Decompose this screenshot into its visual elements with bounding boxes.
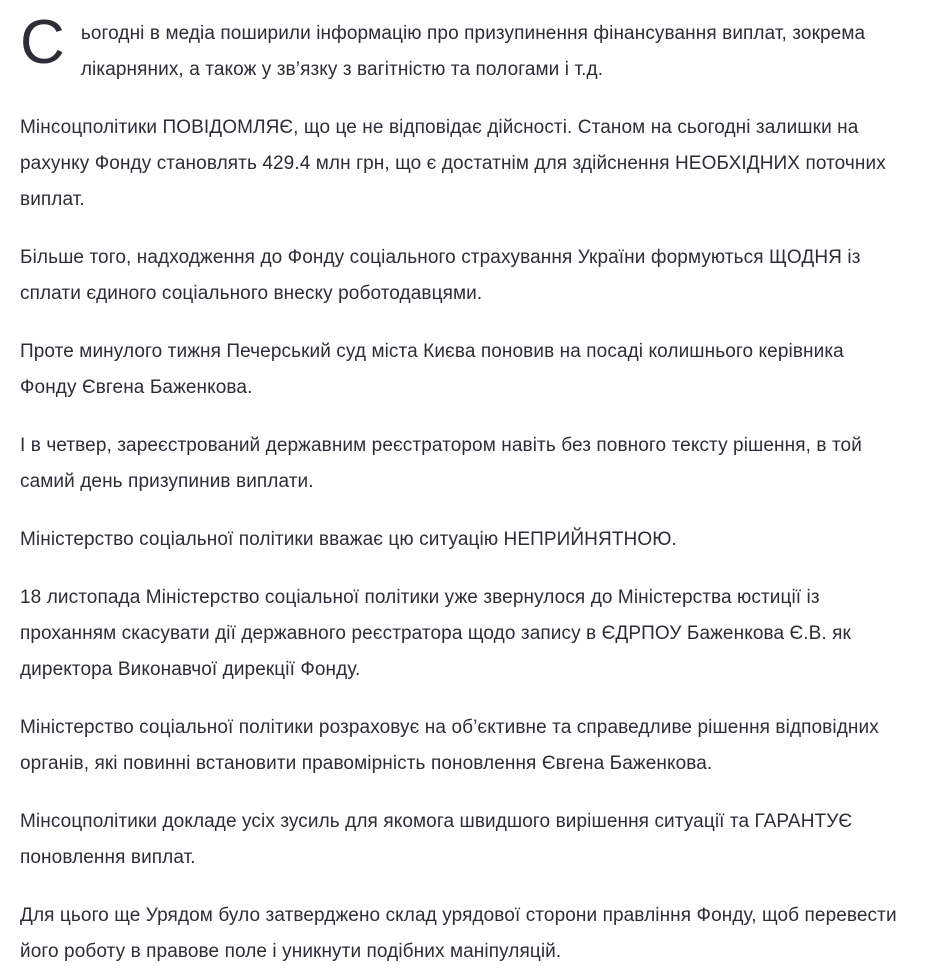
paragraph-text: І в четвер, зареєстрований державним реєстратором навіть без повного тексту рішення, в той самий день призупинив виплати. — [20, 435, 862, 492]
paragraph — [20, 580, 904, 688]
paragraph — [20, 898, 904, 970]
paragraph-text: Міністерство соціальної політики вважає цю ситуацію НЕПРИЙНЯТНОЮ. — [20, 529, 677, 550]
paragraph — [20, 8, 904, 88]
paragraph-text: Мінсоцполітики ПОВІДОМЛЯЄ, що це не відповідає дійсності. Станом на сьогодні залишки на рахунку Фонду становлять 429.4 млн грн, що є достатнім для здійснення НЕОБХІДНИХ поточних виплат. — [20, 117, 886, 210]
paragraph — [20, 710, 904, 782]
paragraph — [20, 804, 904, 876]
paragraph-text: Міністерство соціальної політики розраховує на об’єктивне та справедливе рішення відповідних органів, які повинні встановити правомірність поновлення Євгена Баженкова. — [20, 717, 879, 774]
paragraph — [20, 428, 904, 500]
paragraph-text: ьогодні в медіа поширили інформацію про призупинення фінансування виплат, зокрема лікарняних, а також у зв’язку з вагітністю та пологами і т.д. — [80, 23, 866, 80]
paragraph-text: Мінсоцполітики докладе усіх зусиль для якомога швидшого вирішення ситуації та ГАРАНТУЄ поновлення виплат. — [20, 811, 853, 868]
paragraph — [20, 334, 904, 406]
drop-cap: С — [20, 8, 65, 77]
paragraph-text: 18 листопада Міністерство соціальної політики уже звернулося до Міністерства юстиції із проханням скасувати дії державного реєстратора щодо запису в ЄДРПОУ Баженкова Є.В. як директора Виконавчої дирекції Фонду. — [20, 587, 851, 680]
paragraph-text: Проте минулого тижня Печерський суд міста Києва поновив на посаді колишнього керівника Фонду Євгена Баженкова. — [20, 341, 844, 398]
paragraph — [20, 522, 904, 558]
paragraph-text: Більше того, надходження до Фонду соціального страхування України формуються ЩОДНЯ із сплати єдиного соціального внеску роботодавцями. — [20, 247, 861, 304]
paragraph — [20, 110, 904, 218]
paragraph — [20, 240, 904, 312]
paragraph-text: Для цього ще Урядом було затверджено склад урядової сторони правління Фонду, щоб перевести його роботу в правове поле і уникнути подібних маніпуляцій. — [20, 905, 897, 962]
